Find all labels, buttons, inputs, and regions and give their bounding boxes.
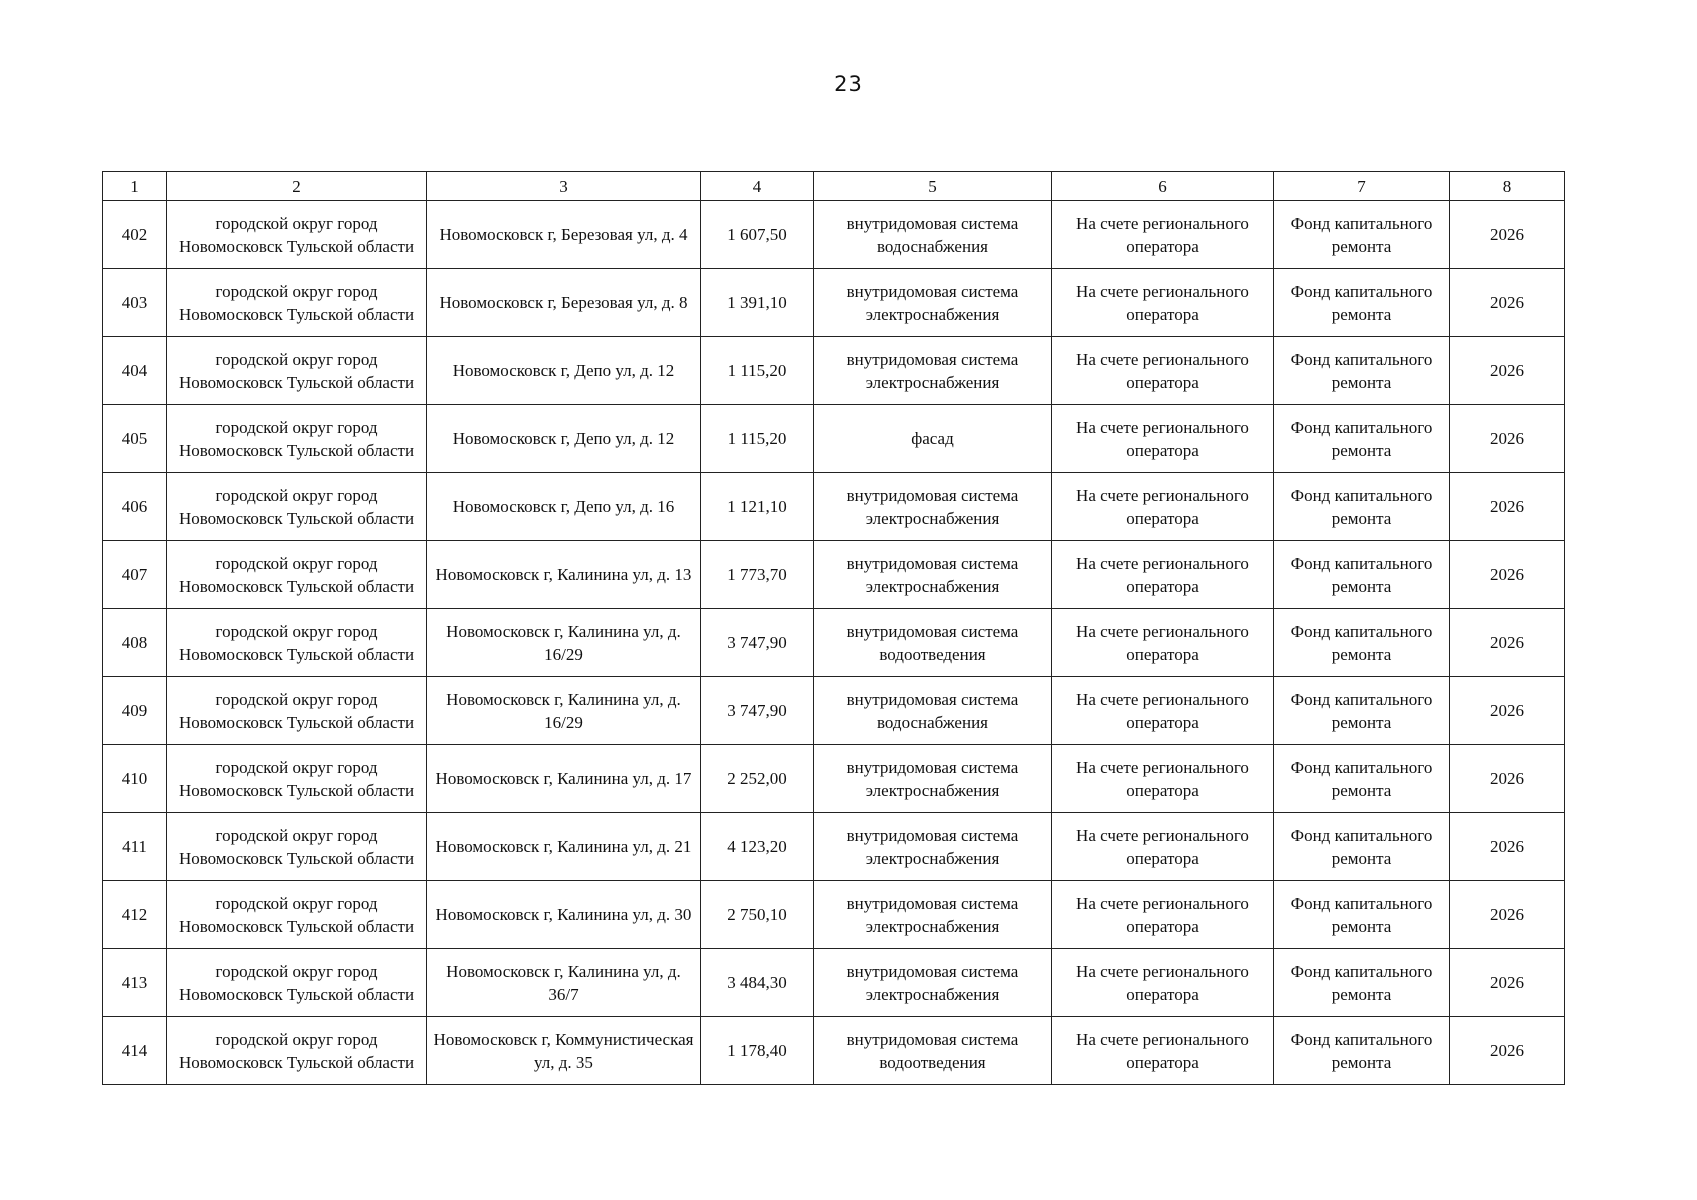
- area-cell: 1 121,10: [701, 473, 814, 541]
- funding-source-cell: Фонд капитального ремонта: [1274, 609, 1450, 677]
- funding-source-cell: Фонд капитального ремонта: [1274, 337, 1450, 405]
- funding-source-cell: Фонд капитального ремонта: [1274, 949, 1450, 1017]
- year-cell: 2026: [1450, 269, 1565, 337]
- year-cell: 2026: [1450, 1017, 1565, 1085]
- work-type-cell: внутридомовая система водоотведения: [814, 609, 1052, 677]
- fund-account-cell: На счете регионального оператора: [1052, 473, 1274, 541]
- municipality-cell: городской округ город Новомосковск Тульской области: [167, 1017, 427, 1085]
- work-type-cell: фасад: [814, 405, 1052, 473]
- work-type-cell: внутридомовая система электроснабжения: [814, 949, 1052, 1017]
- address-cell: Новомосковск г, Депо ул, д. 12: [427, 405, 701, 473]
- work-type-cell: внутридомовая система электроснабжения: [814, 473, 1052, 541]
- area-cell: 2 750,10: [701, 881, 814, 949]
- row-number-cell: 409: [103, 677, 167, 745]
- area-cell: 3 747,90: [701, 677, 814, 745]
- fund-account-cell: На счете регионального оператора: [1052, 269, 1274, 337]
- fund-account-cell: На счете регионального оператора: [1052, 337, 1274, 405]
- row-number-cell: 405: [103, 405, 167, 473]
- table-row: [103, 269, 1565, 337]
- address-cell: Новомосковск г, Калинина ул, д. 36/7: [427, 949, 701, 1017]
- funding-source-cell: Фонд капитального ремонта: [1274, 881, 1450, 949]
- row-number-cell: 412: [103, 881, 167, 949]
- address-cell: Новомосковск г, Калинина ул, д. 30: [427, 881, 701, 949]
- municipality-cell: городской округ город Новомосковск Тульской области: [167, 677, 427, 745]
- municipality-cell: городской округ город Новомосковск Тульской области: [167, 269, 427, 337]
- column-number-header: 2: [167, 172, 427, 201]
- area-cell: 1 607,50: [701, 201, 814, 269]
- fund-account-cell: На счете регионального оператора: [1052, 609, 1274, 677]
- fund-account-cell: На счете регионального оператора: [1052, 201, 1274, 269]
- work-type-cell: внутридомовая система водоснабжения: [814, 677, 1052, 745]
- table-row: [103, 1017, 1565, 1085]
- work-type-cell: внутридомовая система электроснабжения: [814, 745, 1052, 813]
- municipality-cell: городской округ город Новомосковск Тульской области: [167, 881, 427, 949]
- work-type-cell: внутридомовая система водоотведения: [814, 1017, 1052, 1085]
- area-cell: 2 252,00: [701, 745, 814, 813]
- area-cell: 1 773,70: [701, 541, 814, 609]
- table-row: [103, 949, 1565, 1017]
- fund-account-cell: На счете регионального оператора: [1052, 541, 1274, 609]
- row-number-cell: 402: [103, 201, 167, 269]
- row-number-cell: 411: [103, 813, 167, 881]
- year-cell: 2026: [1450, 201, 1565, 269]
- repair-program-table: [102, 171, 1565, 1085]
- column-number-header: 7: [1274, 172, 1450, 201]
- year-cell: 2026: [1450, 541, 1565, 609]
- address-cell: Новомосковск г, Березовая ул, д. 4: [427, 201, 701, 269]
- area-cell: 1 115,20: [701, 337, 814, 405]
- fund-account-cell: На счете регионального оператора: [1052, 405, 1274, 473]
- page-number: 23: [834, 72, 863, 96]
- year-cell: 2026: [1450, 881, 1565, 949]
- row-number-cell: 404: [103, 337, 167, 405]
- year-cell: 2026: [1450, 609, 1565, 677]
- column-number-header: 6: [1052, 172, 1274, 201]
- municipality-cell: городской округ город Новомосковск Тульской области: [167, 949, 427, 1017]
- work-type-cell: внутридомовая система электроснабжения: [814, 269, 1052, 337]
- table-row: [103, 609, 1565, 677]
- address-cell: Новомосковск г, Калинина ул, д. 16/29: [427, 677, 701, 745]
- fund-account-cell: На счете регионального оператора: [1052, 881, 1274, 949]
- address-cell: Новомосковск г, Депо ул, д. 16: [427, 473, 701, 541]
- address-cell: Новомосковск г, Калинина ул, д. 21: [427, 813, 701, 881]
- funding-source-cell: Фонд капитального ремонта: [1274, 269, 1450, 337]
- column-number-header: 5: [814, 172, 1052, 201]
- fund-account-cell: На счете регионального оператора: [1052, 677, 1274, 745]
- municipality-cell: городской округ город Новомосковск Тульской области: [167, 473, 427, 541]
- work-type-cell: внутридомовая система электроснабжения: [814, 881, 1052, 949]
- year-cell: 2026: [1450, 677, 1565, 745]
- area-cell: 1 115,20: [701, 405, 814, 473]
- table-row: [103, 201, 1565, 269]
- fund-account-cell: На счете регионального оператора: [1052, 745, 1274, 813]
- column-number-row: [103, 172, 1565, 201]
- municipality-cell: городской округ город Новомосковск Тульской области: [167, 745, 427, 813]
- area-cell: 3 484,30: [701, 949, 814, 1017]
- fund-account-cell: На счете регионального оператора: [1052, 813, 1274, 881]
- address-cell: Новомосковск г, Березовая ул, д. 8: [427, 269, 701, 337]
- funding-source-cell: Фонд капитального ремонта: [1274, 405, 1450, 473]
- row-number-cell: 408: [103, 609, 167, 677]
- year-cell: 2026: [1450, 337, 1565, 405]
- row-number-cell: 406: [103, 473, 167, 541]
- year-cell: 2026: [1450, 405, 1565, 473]
- funding-source-cell: Фонд капитального ремонта: [1274, 677, 1450, 745]
- column-number-header: 3: [427, 172, 701, 201]
- municipality-cell: городской округ город Новомосковск Тульской области: [167, 201, 427, 269]
- row-number-cell: 414: [103, 1017, 167, 1085]
- work-type-cell: внутридомовая система электроснабжения: [814, 813, 1052, 881]
- address-cell: Новомосковск г, Калинина ул, д. 17: [427, 745, 701, 813]
- year-cell: 2026: [1450, 813, 1565, 881]
- funding-source-cell: Фонд капитального ремонта: [1274, 201, 1450, 269]
- municipality-cell: городской округ город Новомосковск Тульской области: [167, 813, 427, 881]
- row-number-cell: 413: [103, 949, 167, 1017]
- address-cell: Новомосковск г, Депо ул, д. 12: [427, 337, 701, 405]
- column-number-header: 1: [103, 172, 167, 201]
- year-cell: 2026: [1450, 949, 1565, 1017]
- funding-source-cell: Фонд капитального ремонта: [1274, 1017, 1450, 1085]
- work-type-cell: внутридомовая система водоснабжения: [814, 201, 1052, 269]
- row-number-cell: 403: [103, 269, 167, 337]
- column-number-header: 8: [1450, 172, 1565, 201]
- work-type-cell: внутридомовая система электроснабжения: [814, 337, 1052, 405]
- table-row: [103, 677, 1565, 745]
- funding-source-cell: Фонд капитального ремонта: [1274, 745, 1450, 813]
- table-row: [103, 405, 1565, 473]
- row-number-cell: 407: [103, 541, 167, 609]
- municipality-cell: городской округ город Новомосковск Тульской области: [167, 405, 427, 473]
- table-row: [103, 881, 1565, 949]
- row-number-cell: 410: [103, 745, 167, 813]
- municipality-cell: городской округ город Новомосковск Тульской области: [167, 541, 427, 609]
- table-row: [103, 813, 1565, 881]
- table-row: [103, 745, 1565, 813]
- area-cell: 4 123,20: [701, 813, 814, 881]
- funding-source-cell: Фонд капитального ремонта: [1274, 541, 1450, 609]
- year-cell: 2026: [1450, 473, 1565, 541]
- work-type-cell: внутридомовая система электроснабжения: [814, 541, 1052, 609]
- table-row: [103, 473, 1565, 541]
- funding-source-cell: Фонд капитального ремонта: [1274, 813, 1450, 881]
- column-number-header: 4: [701, 172, 814, 201]
- fund-account-cell: На счете регионального оператора: [1052, 1017, 1274, 1085]
- address-cell: Новомосковск г, Калинина ул, д. 16/29: [427, 609, 701, 677]
- funding-source-cell: Фонд капитального ремонта: [1274, 473, 1450, 541]
- area-cell: 1 391,10: [701, 269, 814, 337]
- municipality-cell: городской округ город Новомосковск Тульской области: [167, 337, 427, 405]
- table-row: [103, 541, 1565, 609]
- fund-account-cell: На счете регионального оператора: [1052, 949, 1274, 1017]
- address-cell: Новомосковск г, Калинина ул, д. 13: [427, 541, 701, 609]
- table-row: [103, 337, 1565, 405]
- area-cell: 3 747,90: [701, 609, 814, 677]
- address-cell: Новомосковск г, Коммунистическая ул, д. 35: [427, 1017, 701, 1085]
- area-cell: 1 178,40: [701, 1017, 814, 1085]
- municipality-cell: городской округ город Новомосковск Тульской области: [167, 609, 427, 677]
- year-cell: 2026: [1450, 745, 1565, 813]
